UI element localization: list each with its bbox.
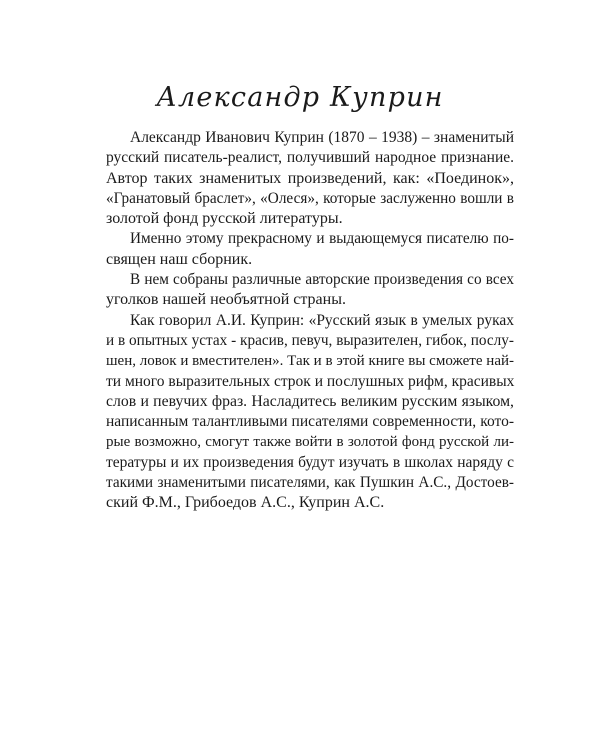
text-line: В нем собраны различные авторские произведения со всех xyxy=(130,271,514,289)
text-line: рые возможно, смогут также войти в золотой фонд русской ли- xyxy=(106,434,514,451)
text-line: русский писатель-реалист, получивший народное признание. xyxy=(106,149,514,167)
text-line: слов и певучих фраз. Насладитесь великим русским языком, xyxy=(106,392,514,410)
text-line: Александр Иванович Куприн (1870 – 1938) – знаменитый xyxy=(130,129,514,146)
text-line: золотой фонд русской литературы. xyxy=(106,210,343,228)
text-line: ти много выразительных строк и послушных рифм, красивых xyxy=(106,372,515,390)
text-line: «Гранатовый браслет», «Олеся», которые заслуженно вошли в xyxy=(106,189,514,207)
text-line: шен, ловок и вместителен». Так и в этой книге вы сможете най- xyxy=(106,353,514,370)
text-line: Автор таких знаменитых произведений, как: «Поединок», xyxy=(106,169,514,187)
text-line: такими знаменитыми писателями, как Пушкин А.С., Достоев- xyxy=(106,474,514,492)
text-line: уголков нашей необъятной страны. xyxy=(106,291,346,309)
text-line: Именно этому прекрасному и выдающемуся писателю по- xyxy=(130,230,514,248)
body-text xyxy=(106,128,514,514)
page-title: Александр Куприн xyxy=(156,82,444,113)
text-line: Как говорил А.И. Куприн: «Русский язык в умелых руках xyxy=(130,311,514,329)
text-line: тературы и их произведения будут изучать в школах наряду с xyxy=(106,453,514,471)
text-line: написанным талантливыми писателями современности, кото- xyxy=(106,413,514,431)
text-line: ский Ф.М., Грибоедов А.С., Куприн А.С. xyxy=(106,494,385,512)
text-line: и в опытных устах - красив, певуч, выразителен, гибок, послу- xyxy=(106,331,514,349)
text-line: священ наш сборник. xyxy=(106,250,253,268)
